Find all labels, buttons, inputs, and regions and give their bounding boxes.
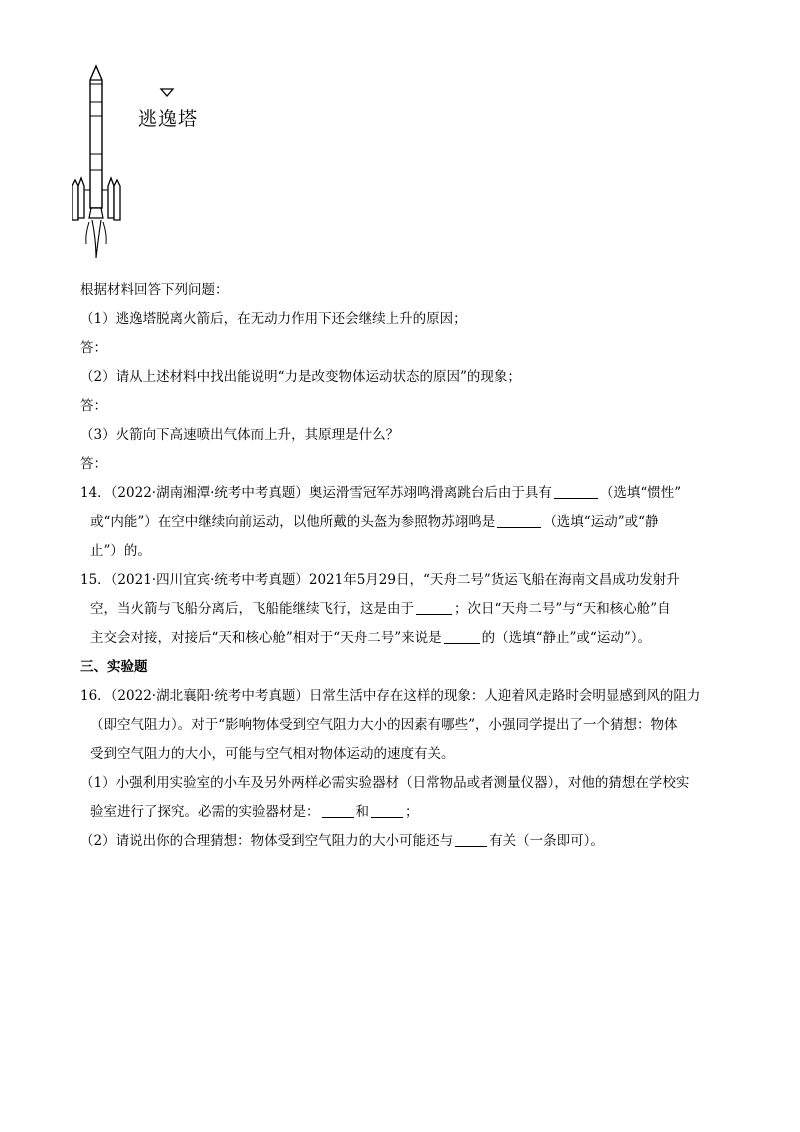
q16-line3: 受到空气阻力的大小，可能与空气相对物体运动的速度有关。 bbox=[90, 746, 455, 762]
q16-blank3[interactable] bbox=[455, 832, 487, 847]
q16-blank1[interactable] bbox=[322, 803, 354, 818]
q16-blank2[interactable] bbox=[371, 803, 403, 818]
section-heading-experiment: 三、实验题 bbox=[80, 659, 148, 675]
question-content bbox=[80, 276, 720, 856]
q15-line1: 15．（2021·四川宜宾·统考中考真题）2021年5月29日，“天舟二号”货运飞船在海南文昌成功发射升 bbox=[80, 572, 680, 588]
q14-line2: 或“内能”）在空中继续向前运动，以他所戴的头盔为参照物苏翊鸣是 （选填“运动”或“静 bbox=[90, 514, 659, 530]
q15-line3: 主交会对接，对接后“天和核心舱”相对于“天舟二号”来说是 的（选填“静止”或“运动”）。 bbox=[90, 630, 651, 646]
q14-blank1[interactable] bbox=[554, 484, 598, 499]
q16-part2: （2）请说出你的合理猜想：物体受到空气阻力的大小可能还与 有关（一条即可）。 bbox=[80, 833, 604, 849]
q15-line2: 空，当火箭与飞船分离后，飞船能继续飞行，这是由于 ；次日“天舟二号”与“天和核心舱”自 bbox=[90, 601, 671, 617]
q13-part2: （2）请从上述材料中找出能说明“力是改变物体运动状态的原因”的现象； bbox=[80, 369, 521, 385]
rocket-figure bbox=[72, 58, 212, 268]
q16-line2: （即空气阻力）。对于“影响物体受到空气阻力大小的因素有哪些”，小强同学提出了一个猜想：物体 bbox=[90, 717, 678, 733]
q13-answer2: 答： bbox=[80, 398, 107, 414]
q15-blank1[interactable] bbox=[416, 600, 452, 615]
q13-part3: （3）火箭向下高速喷出气体而上升，其原理是什么？ bbox=[80, 427, 400, 443]
q14-blank2[interactable] bbox=[497, 513, 541, 528]
q13-answer3: 答： bbox=[80, 456, 107, 472]
q14-line1: 14．（2022·湖南湘潭·统考中考真题）奥运滑雪冠军苏翊鸣滑离跳台后由于具有 （选填“惯性” bbox=[80, 485, 682, 501]
q13-part1: （1）逃逸塔脱离火箭后，在无动力作用下还会继续上升的原因； bbox=[80, 311, 467, 327]
q16-line1: 16．（2022·湖北襄阳·统考中考真题）日常生活中存在这样的现象：人迎着风走路时会明显感到风的阻力 bbox=[80, 688, 701, 704]
q16-part1-line2: 验室进行了探究。必需的实验器材是： 和 ； bbox=[90, 804, 419, 820]
q16-part1-line1: （1）小强利用实验室的小车及另外两样必需实验器材（日常物品或者测量仪器），对他的猜想在学校实 bbox=[80, 775, 690, 791]
q15-blank2[interactable] bbox=[444, 629, 480, 644]
rocket-icon bbox=[72, 58, 212, 268]
q14-line3: 止”）的。 bbox=[90, 543, 151, 559]
escape-tower-label: 逃逸塔 bbox=[138, 108, 199, 130]
intro-text: 根据材料回答下列问题： bbox=[80, 282, 229, 298]
q13-answer1: 答： bbox=[80, 340, 107, 356]
